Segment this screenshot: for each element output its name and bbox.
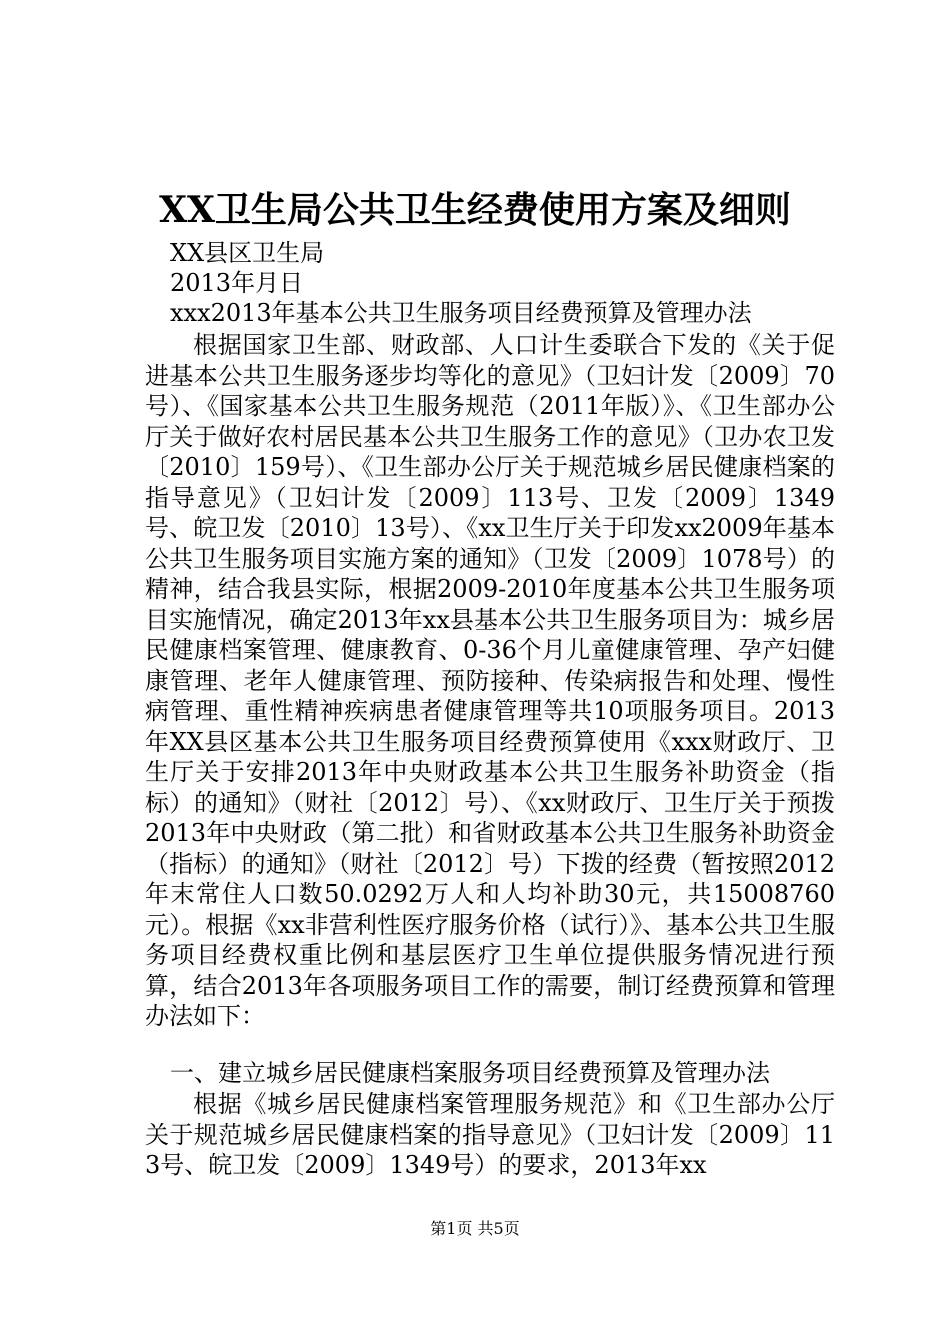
document-title: XX卫生局公共卫生经费使用方案及细则 [159, 189, 791, 231]
body-paragraph-1: 根据国家卫生部、财政部、人口计生委联合下发的《关于促进基本公共卫生服务逐步均等化的意见》（卫妇计发〔2009〕70号）、《国家基本公共卫生服务规范（2011年版）》、《卫生部办公厅关于做好农村居民基本公共卫生服务工作的意见》（卫办农卫发〔2010〕159号）、《卫生部办公厅关于规范城乡居民健康档案的指导意见》（卫妇计发〔2009〕113号、卫发〔2009〕1349号、皖卫发〔2010〕13号）、《xx卫生厅关于印发xx2009年基本公共卫生服务项目实施方案的通知》（卫发〔2009〕1078号）的精神，结合我县实际，根据2009-2010年度基本公共卫生服务项目实施情况，确定2013年xx县基本公共卫生服务项目为：城乡居民健康档案管理、健康教育、0-36个月儿童健康管理、孕产妇健康管理、老年人健康管理、预防接种、传染病报告和处理、慢性病管理、重性精神疾病患者健康管理等共10项服务项目。2013年XX县区基本公共卫生服务项目经费预算使用《xxx财政厅、卫生厅关于安排2013年中央财政基本公共卫生服务补助资金（指标）的通知》（财社〔2012〕号）、《xx财政厅、卫生厅关于预拨2013年中央财政（第二批）和省财政基本公共卫生服务补助资金（指标）的通知》（财社〔2012〕号）下拨的经费（暂按照2012年末常住人口数50.0292万人和人均补助30元，共15008760元）。根据《xx非营利性医疗服务价格（试行）》、基本公共卫生服务项目经费权重比例和基层医疗卫生单位提供服务情况进行预算，结合2013年各项服务项目工作的需要，制订经费预算和管理办法如下： [145, 331, 835, 1030]
issuer-line: XX县区卫生局 [170, 239, 325, 267]
section-1-heading: 一、建立城乡居民健康档案服务项目经费预算及管理办法 [170, 1059, 770, 1087]
body-paragraph-2: 根据《城乡居民健康档案管理服务规范》和《卫生部办公厅关于规范城乡居民健康档案的指导意见》（卫妇计发〔2009〕113号、皖卫发〔2009〕1349号）的要求，2013年xx [145, 1090, 835, 1179]
document-heading: xxx2013年基本公共卫生服务项目经费预算及管理办法 [170, 299, 752, 327]
date-line: 2013年月日 [170, 269, 304, 297]
page-number-footer: 第1页 共5页 [430, 1219, 520, 1238]
